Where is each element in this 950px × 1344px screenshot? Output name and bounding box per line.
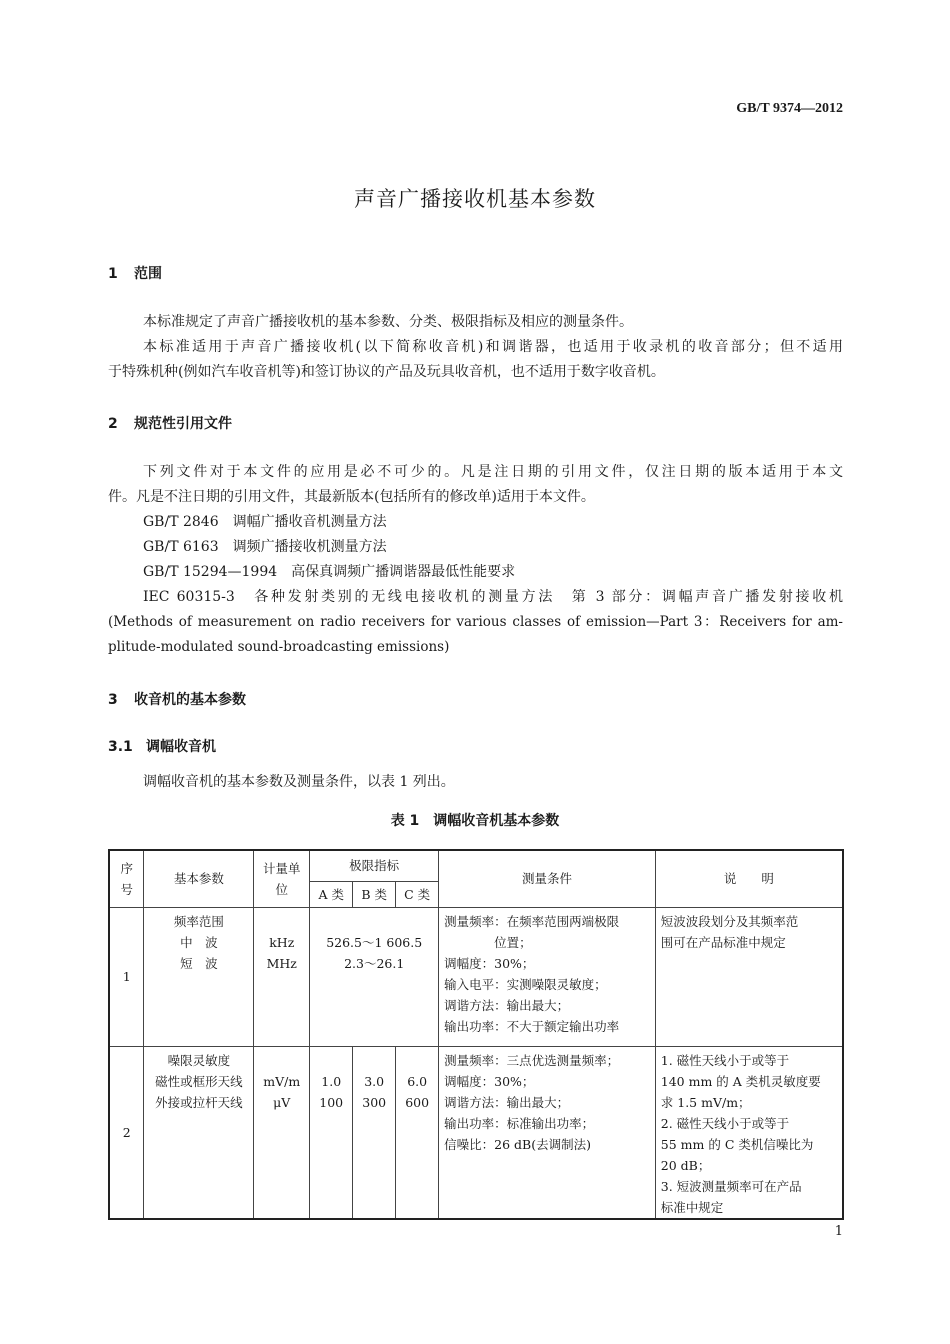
cell-unit bbox=[254, 907, 310, 1046]
text: 中 波 bbox=[180, 934, 218, 950]
section-title: 调幅收音机 bbox=[146, 739, 216, 755]
standard-number: GB/T 9374—2012 bbox=[736, 101, 843, 116]
section-title: 收音机的基本参数 bbox=[134, 692, 246, 708]
section-title: 规范性引用文件 bbox=[134, 416, 232, 432]
section-1-heading bbox=[108, 263, 162, 283]
paragraph-line: 下列文件对于本文件的应用是必不可少的。凡是注日期的引用文件，仅注日期的版本适用于本文 bbox=[143, 464, 843, 480]
text: 600 bbox=[405, 1094, 430, 1110]
header-class-c: C 类 bbox=[396, 881, 439, 907]
text: 标准中规定 bbox=[660, 1199, 724, 1215]
text: 围可在产品标准中规定 bbox=[660, 934, 786, 950]
text: μV bbox=[273, 1094, 291, 1110]
cell-cond bbox=[439, 907, 656, 1046]
page-number: 1 bbox=[834, 1224, 843, 1239]
text: 测量频率：在频率范围两端极限 bbox=[444, 913, 620, 929]
cell-no: 2 bbox=[109, 1046, 144, 1219]
text: 2. 磁性天线小于或等于 bbox=[660, 1115, 790, 1131]
text: MHz bbox=[266, 955, 297, 971]
text: 1.0 bbox=[321, 1073, 342, 1089]
paragraph-line: 件。凡是不注日期的引用文件，其最新版本(包括所有的修改单)适用于本文件。 bbox=[108, 489, 595, 505]
text: 输出功率：标准输出功率； bbox=[444, 1115, 595, 1131]
text: 调谐方法：输出最大； bbox=[444, 997, 570, 1013]
text: 测量频率：三点优选测量频率； bbox=[444, 1052, 620, 1068]
document-title: 声音广播接收机基本参数 bbox=[354, 187, 596, 211]
text: 20 dB； bbox=[660, 1157, 711, 1173]
text: 2.3～26.1 bbox=[344, 955, 405, 971]
section-3-1-heading bbox=[108, 736, 216, 756]
text: mV/m bbox=[263, 1073, 301, 1089]
text: 300 bbox=[362, 1094, 387, 1110]
text: 调幅度：30%； bbox=[444, 1073, 535, 1089]
text: 526.5～1 606.5 bbox=[326, 934, 423, 950]
section-2-heading bbox=[108, 413, 232, 433]
table-row bbox=[109, 1046, 843, 1219]
cell-class-b bbox=[353, 1046, 396, 1219]
section-number: 1 bbox=[108, 266, 118, 282]
text: 位置； bbox=[494, 934, 532, 950]
text: 调谐方法：输出最大； bbox=[444, 1094, 570, 1110]
header-param: 基本参数 bbox=[144, 850, 254, 907]
text: 频率范围 bbox=[173, 913, 224, 929]
section-number: 2 bbox=[108, 416, 118, 432]
cell-unit bbox=[254, 1046, 310, 1219]
section-3-heading bbox=[108, 689, 246, 709]
header-class-a: A 类 bbox=[310, 881, 353, 907]
header-note: 说 明 bbox=[655, 850, 843, 907]
text: 短波波段划分及其频率范 bbox=[660, 913, 799, 929]
cell-param bbox=[144, 1046, 254, 1219]
text: kHz bbox=[269, 934, 295, 950]
cell-no: 1 bbox=[109, 907, 144, 1046]
table-caption: 表 1 调幅收音机基本参数 bbox=[390, 813, 560, 829]
paragraph-line: 本标准适用于声音广播接收机(以下简称收音机)和调谐器，也适用于收录机的收音部分；但不适用 bbox=[143, 339, 843, 355]
cell-note bbox=[655, 1046, 843, 1219]
cell-limit bbox=[310, 907, 439, 1046]
text: 100 bbox=[319, 1094, 344, 1110]
text: 3.0 bbox=[364, 1073, 385, 1089]
header-limit: 极限指标 bbox=[310, 850, 439, 881]
text: 140 mm 的 A 类机灵敏度要 bbox=[660, 1073, 821, 1089]
text: 1. 磁性天线小于或等于 bbox=[660, 1052, 790, 1068]
paragraph-line: 于特殊机种(例如汽车收音机等)和签订协议的产品及玩具收音机，也不适用于数字收音机。 bbox=[108, 364, 665, 380]
paragraph-line: 本标准规定了声音广播接收机的基本参数、分类、极限指标及相应的测量条件。 bbox=[143, 314, 633, 330]
text: 3. 短波测量频率可在产品 bbox=[660, 1178, 802, 1194]
cell-note bbox=[655, 907, 843, 1046]
text: 调幅度：30%； bbox=[444, 955, 535, 971]
paragraph-line: 调幅收音机的基本参数及测量条件，以表 1 列出。 bbox=[143, 774, 455, 790]
table-row bbox=[109, 907, 843, 1046]
reference-item: GB/T 2846 调幅广播收音机测量方法 bbox=[143, 514, 387, 530]
text: 6.0 bbox=[407, 1073, 428, 1089]
section-number: 3 bbox=[108, 692, 118, 708]
text: 磁性或框形天线 bbox=[155, 1073, 243, 1089]
text: 信噪比：26 dB(去调制法) bbox=[444, 1136, 591, 1152]
section-title: 范围 bbox=[134, 266, 162, 282]
reference-item: IEC 60315-3 各种发射类别的无线电接收机的测量方法 第 3 部分：调幅声音广播发射接收机 bbox=[143, 589, 843, 605]
reference-item: GB/T 6163 调频广播接收机测量方法 bbox=[143, 539, 387, 555]
text: 外接或拉杆天线 bbox=[155, 1094, 243, 1110]
cell-param bbox=[144, 907, 254, 1046]
reference-item: GB/T 15294—1994 高保真调频广播调谐器最低性能要求 bbox=[143, 564, 516, 580]
cell-cond bbox=[439, 1046, 656, 1219]
reference-item: (Methods of measurement on radio receivers for various classes of emission—Part 3：Receivers for am- bbox=[108, 614, 843, 630]
header-no: 序号 bbox=[109, 850, 144, 907]
text: 求 1.5 mV/m； bbox=[660, 1094, 751, 1110]
parameters-table bbox=[108, 849, 844, 1220]
reference-item: plitude-modulated sound-broadcasting emissions) bbox=[108, 639, 450, 655]
text: 输出功率：不大于额定输出功率 bbox=[444, 1018, 620, 1034]
text: 短 波 bbox=[180, 955, 218, 971]
section-number: 3.1 bbox=[108, 739, 133, 755]
header-unit: 计量单位 bbox=[254, 850, 310, 907]
cell-class-c bbox=[396, 1046, 439, 1219]
header-cond: 测量条件 bbox=[439, 850, 656, 907]
header-class-b: B 类 bbox=[353, 881, 396, 907]
text: 噪限灵敏度 bbox=[167, 1052, 231, 1068]
cell-class-a bbox=[310, 1046, 353, 1219]
text: 55 mm 的 C 类机信噪比为 bbox=[660, 1136, 814, 1152]
text: 输入电平：实测噪限灵敏度； bbox=[444, 976, 607, 992]
